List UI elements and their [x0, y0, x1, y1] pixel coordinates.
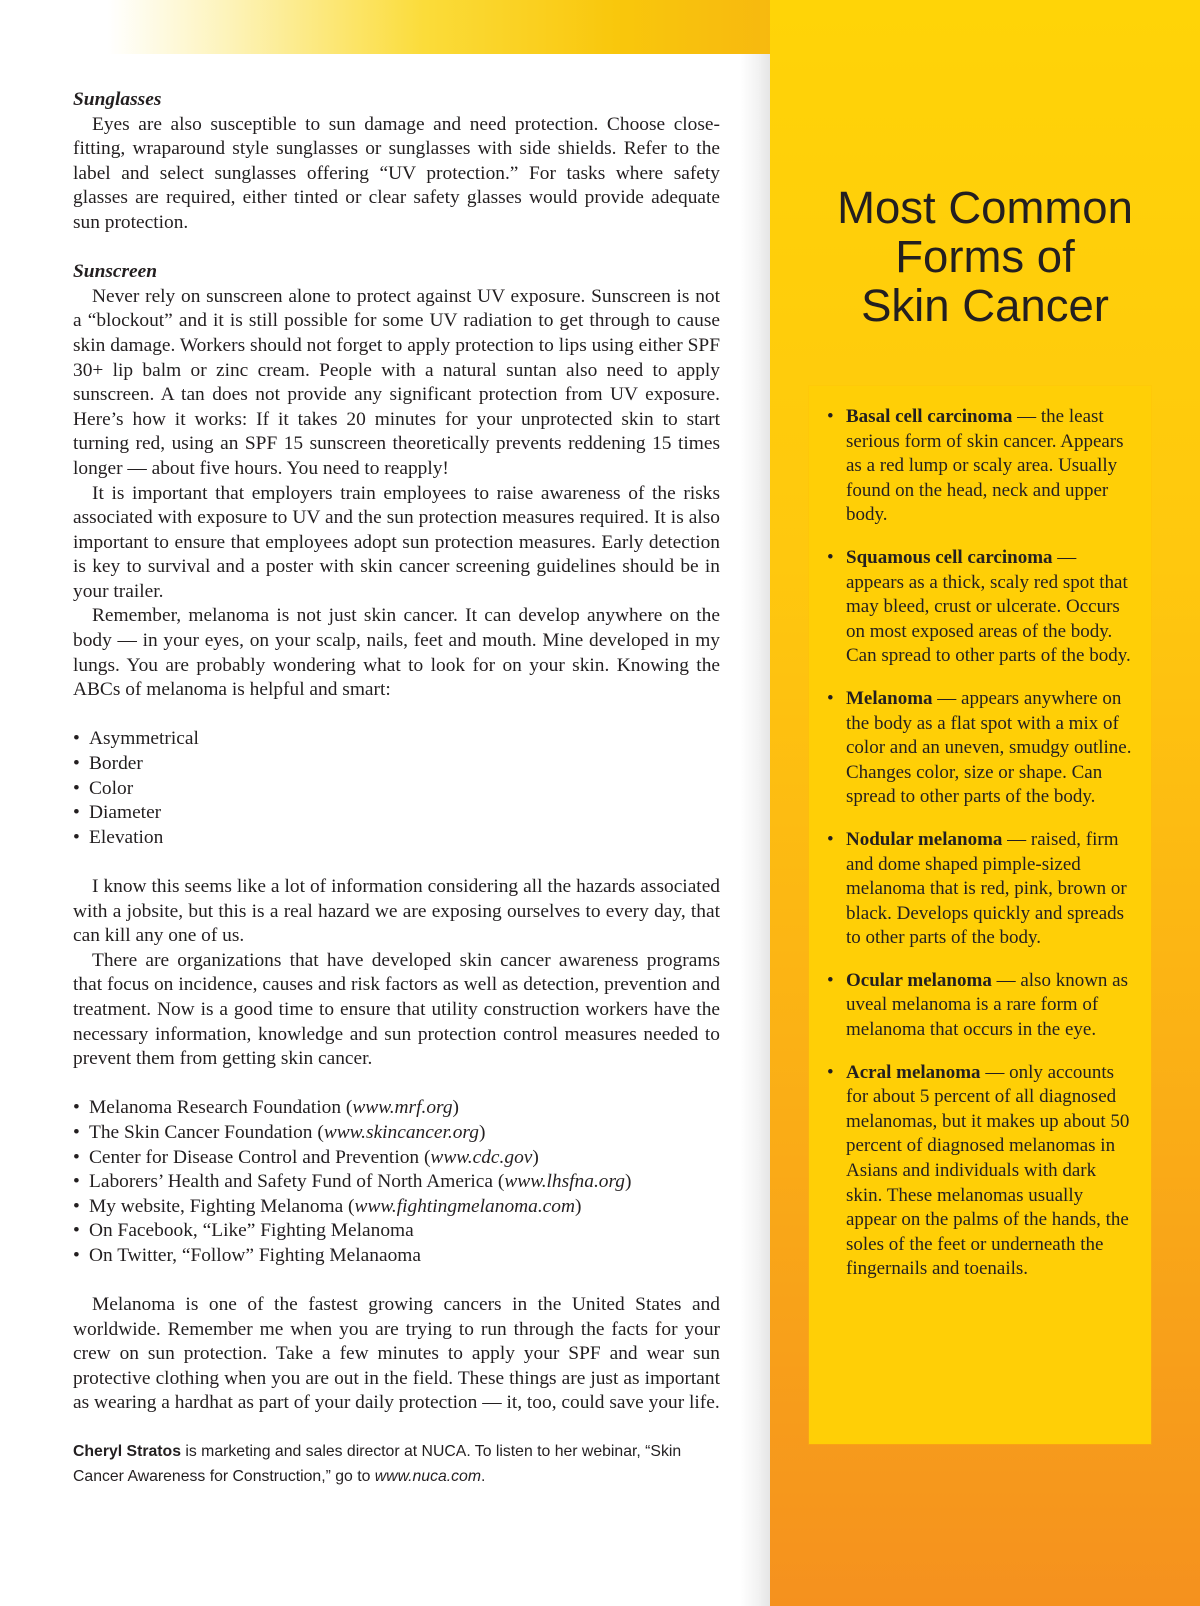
sidebar-title: Most Common Forms of Skin Cancer — [837, 182, 1133, 331]
sunglasses-paragraph: Eyes are also susceptible to sun damage and need protection. Choose close-fitting, wraparound style sunglasses or sunglasses with side shields. Refer to the label and select sunglasses offering “UV protection.” For tasks where safety glasses are required, either tinted or clear safety glasses would provide adequate sun protection. — [73, 113, 720, 233]
resource-item: • My website, Fighting Melanoma (www.fightingmelanoma.com) — [73, 1195, 582, 1217]
list-item: • Border — [73, 753, 143, 775]
page-gutter-shadow — [740, 54, 770, 1606]
header-gradient-bar — [0, 0, 770, 54]
resource-link[interactable]: www.cdc.gov — [430, 1146, 533, 1168]
resource-item: • Center for Disease Control and Prevention (www.cdc.gov) — [73, 1146, 539, 1168]
abc-list — [73, 727, 720, 850]
resource-item: • Melanoma Research Foundation (www.mrf.org) — [73, 1097, 460, 1119]
resource-item: • Laborers’ Health and Safety Fund of North America (www.lhsfna.org) — [73, 1171, 632, 1193]
sunscreen-heading: Sunscreen — [73, 261, 158, 283]
sunglasses-heading: Sunglasses — [73, 89, 162, 110]
resource-link[interactable]: www.skincancer.org — [323, 1121, 479, 1143]
list-item: • Asymmetrical — [73, 728, 199, 750]
cancer-type-item: • Squamous cell carcinoma — appears as a thick, scaly red spot that may bleed, crust or ulcerate. Occurs on most exposed areas of the body. Can spread to other parts of the body. — [827, 546, 1131, 667]
sunscreen-paragraph-2: It is important that employers train employees to raise awareness of the risks associated with exposure to UV and the sun protection measures required. It is also important to ensure that employees adopt sun protection measures. Early detection is key to survival and a poster with skin cancer screening guidelines should be in your trailer. — [73, 482, 720, 602]
closing-paragraph: Melanoma is one of the fastest growing cancers in the United States and worldwide. Remember me when you are trying to run through the facts for your crew on sun protection. Take a few minutes to apply your SPF and wear sun protective clothing when you are out in the field. These things are just as important as wearing a hardhat as part of your daily protection — it, too, could save your life. — [73, 1294, 720, 1414]
article-column — [73, 88, 720, 1489]
cancer-type-item: • Basal cell carcinoma — the least serious form of skin cancer. Appears as a red lump or scaly area. Usually found on the head, neck and upper body. — [827, 406, 1124, 526]
sunscreen-paragraph-1: Never rely on sunscreen alone to protect against UV exposure. Sunscreen is not a “blockout” and it is still possible for some UV radiation to get through to cause skin damage. Workers should not forget to apply protection to lips using either SPF 30+ lip balm or zinc cream. People with a natural suntan also need to apply sunscreen. A tan does not provide any significant protection from UV exposure. Here’s how it works: If it takes 20 minutes for your unprotected skin to start turning red, using an SPF 15 sunscreen theoretically prevents reddening 15 times longer — about five hours. You need to reapply! — [73, 285, 720, 479]
cancer-type-item: • Melanoma — appears anywhere on the body as a flat spot with a mix of color and an uneven, smudgy outline. Changes color, size or shape. Can spread to other parts of the body. — [827, 687, 1132, 808]
list-item: • Elevation — [73, 826, 164, 848]
resources-list — [73, 1096, 720, 1268]
author-bio: Cheryl Stratos is marketing and sales director at NUCA. To listen to her webinar, “Skin Cancer Awareness for Construction,” go to www.nuca.com. — [73, 1443, 682, 1485]
organizations-paragraph: There are organizations that have developed skin cancer awareness programs that focus on incidence, causes and risk factors as well as detection, prevention and treatment. Now is a good time to ensure that utility construction workers have the necessary information, knowledge and sun protection control measures needed to prevent them from getting skin cancer. — [73, 949, 720, 1070]
resource-link[interactable]: www.mrf.org — [352, 1097, 453, 1119]
skin-cancer-types-list — [827, 405, 1137, 1300]
resource-link[interactable]: www.lhsfna.org — [504, 1171, 626, 1193]
sunscreen-paragraph-3: Remember, melanoma is not just skin cancer. It can develop anywhere on the body — in your eyes, on your scalp, nails, feet and mouth. Mine developed in my lungs. You are probably wondering what to look for on your skin. Knowing the ABCs of melanoma is helpful and smart: — [73, 605, 720, 701]
resource-item: • The Skin Cancer Foundation (www.skincancer.org) — [73, 1121, 486, 1143]
resource-link[interactable]: www.fightingmelanoma.com — [354, 1195, 575, 1217]
list-item: • Color — [73, 777, 134, 799]
cancer-type-item: • Acral melanoma — only accounts for about 5 percent of all diagnosed melanomas, but it makes up about 50 percent of diagnosed melanomas in Asians and individuals with dark skin. These melanomas usually appear on the palms of the hands, the soles of the feet or underneath the fingernails and toenails. — [827, 1061, 1130, 1280]
cancer-type-item: • Ocular melanoma — also known as uveal melanoma is a rare form of melanoma that occurs in the eye. — [827, 969, 1128, 1041]
resource-item: • On Facebook, “Like” Fighting Melanoma — [73, 1220, 414, 1242]
cancer-type-item: • Nodular melanoma — raised, firm and dome shaped pimple-sized melanoma that is red, pink, brown or black. Develops quickly and spreads to other parts of the body. — [827, 828, 1127, 949]
resource-item: • On Twitter, “Follow” Fighting Melanaoma — [73, 1244, 421, 1266]
hazard-paragraph: I know this seems like a lot of information considering all the hazards associated with a jobsite, but this is a real hazard we are exposing ourselves to every day, that can kill any one of us. — [73, 876, 720, 947]
list-item: • Diameter — [73, 802, 162, 824]
author-name: Cheryl Stratos — [73, 1443, 181, 1461]
bio-link[interactable]: www.nuca.com — [374, 1467, 481, 1485]
